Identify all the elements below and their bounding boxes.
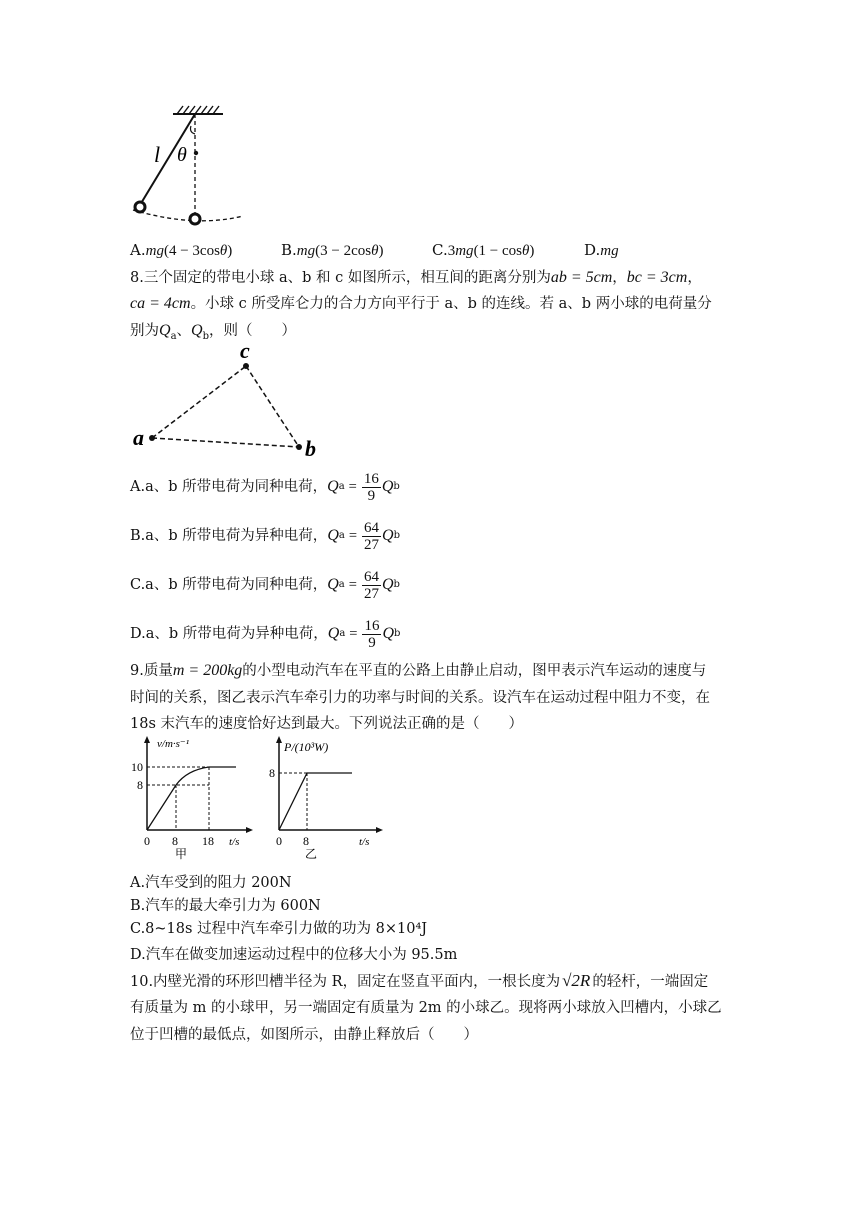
q7-option-a: A.mg(4 − 3cosθ) — [130, 241, 233, 259]
q9-line3: 18s 末汽车的速度恰好达到最大。下列说法正确的是（ ） — [130, 716, 523, 732]
q8-line1: 8.三个固定的带电小球 a、b 和 c 如图所示，相互间的距离分别为ab = 5cm，bc = 3cm， — [130, 269, 702, 286]
jia-caption: 甲 — [175, 847, 188, 861]
q8-line2: ca = 4cm。小球 c 所受库仑力的合力方向平行于 a、b 的连线。若 a、b 两小球的电荷量分 — [130, 295, 712, 312]
jia-xlabel: t/s — [229, 836, 240, 848]
yi-xtick-0: 0 — [276, 834, 282, 848]
yi-ytick-8: 8 — [269, 766, 275, 780]
q7-option-c: C.3mg(1 − cosθ) — [432, 241, 535, 259]
triangle-charges-figure — [125, 343, 335, 461]
q9-option-b: B.汽车的最大牵引力为 600N — [130, 898, 321, 914]
q8-option-c: C.a、b 所带电荷为同种电荷， Q a = $\frac{64}{27}$ Q b — [130, 568, 400, 602]
q9-option-a: A.汽车受到的阻力 200N — [130, 875, 292, 891]
jia-ytick-8: 8 — [137, 778, 143, 792]
jia-xtick-8: 8 — [172, 834, 178, 848]
label-l: l — [154, 142, 161, 167]
label-theta: θ — [177, 144, 187, 166]
pendulum-figure — [125, 104, 255, 228]
q10-line2: 有质量为 m 的小球甲，另一端固定有质量为 2m 的小球乙。现将两小球放入凹槽内，小球乙 — [130, 1000, 722, 1016]
q9-option-d: D.汽车在做变加速运动过程中的位移大小为 95.5m — [130, 947, 458, 963]
label-c: c — [240, 343, 250, 363]
jia-ytick-10: 10 — [131, 760, 143, 774]
q8-option-b: B.a、b 所带电荷为异种电荷， Q a = $\frac{64}{27}$ Q b — [130, 519, 400, 553]
jia-xtick-18: 18 — [202, 834, 214, 848]
q8-option-a: A.a、b 所带电荷为同种电荷， Q a = $\frac{16}{9}$ Q b — [130, 470, 400, 504]
yi-ylabel: P/(10³W) — [284, 740, 329, 754]
q8-line3: 别为$Q_a$、$Q_b$，则（ ） — [130, 322, 296, 342]
q9-option-c: C.8~18s 过程中汽车牵引力做的功为 8×10⁴J — [130, 921, 428, 937]
velocity-time-graph — [125, 733, 255, 861]
jia-ylabel: v/m·s⁻¹ — [157, 738, 190, 750]
power-time-graph — [262, 733, 388, 861]
jia-xtick-0: 0 — [144, 834, 150, 848]
q10-line1: 10.内壁光滑的环形凹槽半径为 R，固定在竖直平面内，一根长度为 √2R 的轻杆，一端固定 — [130, 971, 709, 990]
q7-option-b: B.mg(3 − 2cosθ) — [281, 241, 384, 259]
q10-line3: 位于凹槽的最低点，如图所示，由静止释放后（ ） — [130, 1027, 478, 1043]
q9-line2: 时间的关系，图乙表示汽车牵引力的功率与时间的关系。设汽车在运动过程中阻力不变，在 — [130, 690, 710, 706]
q7-option-d: D.mg — [584, 241, 619, 259]
yi-xtick-8: 8 — [303, 834, 309, 848]
yi-caption: 乙 — [305, 847, 318, 861]
label-b: b — [305, 436, 316, 461]
yi-xlabel: t/s — [359, 836, 370, 848]
q9-line1: 9.质量m = 200kg的小型电动汽车在平直的公路上由静止启动，图甲表示汽车运动的速度与 — [130, 662, 707, 679]
label-a: a — [133, 425, 144, 450]
q8-option-d: D.a、b 所带电荷为异种电荷， Q a = $\frac{16}{9}$ Q b — [130, 617, 401, 651]
